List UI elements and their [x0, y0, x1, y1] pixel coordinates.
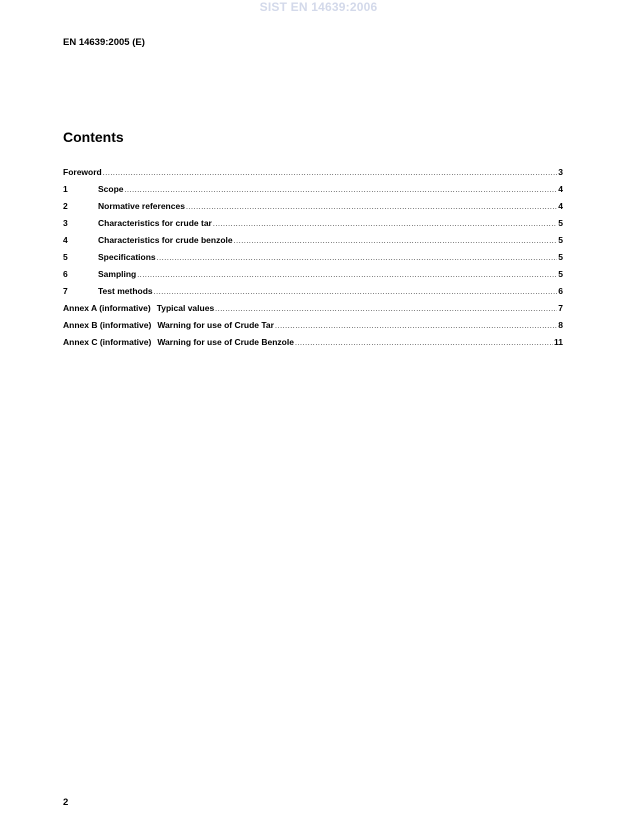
toc-dot-leader — [295, 340, 553, 348]
toc-entry-number: 1 — [63, 184, 68, 194]
toc-entry-annex-label: Annex C (informative) — [63, 337, 152, 347]
toc-entry-page: 6 — [558, 286, 563, 296]
toc-entry-page: 7 — [558, 303, 563, 313]
page-title: Contents — [63, 129, 124, 145]
toc-entry-test-methods[interactable] — [63, 286, 563, 303]
toc-entry-annex-a[interactable] — [63, 303, 563, 320]
toc-entry-title: Characteristics for crude tar — [98, 218, 212, 228]
toc-entry-number: 4 — [63, 235, 68, 245]
toc-entry-number: 6 — [63, 269, 68, 279]
document-id: EN 14639:2005 (E) — [63, 37, 145, 48]
toc-entry-title: Test methods — [98, 286, 153, 296]
toc-entry-title: Warning for use of Crude Tar — [157, 320, 274, 330]
toc-entry-specifications[interactable] — [63, 252, 563, 269]
toc-entry-annex-c[interactable] — [63, 337, 563, 354]
toc-dot-leader — [213, 221, 557, 229]
toc-dot-leader — [125, 187, 558, 195]
toc-entry-title: Normative references — [98, 201, 185, 211]
watermark: SIST EN 14639:2006 — [259, 0, 378, 14]
toc-dot-leader — [154, 289, 558, 297]
toc-entry-sampling[interactable] — [63, 269, 563, 286]
toc-entry-page: 11 — [554, 337, 563, 347]
toc-dot-leader — [186, 204, 557, 212]
toc-entry-number: 3 — [63, 218, 68, 228]
toc-entry-title: Specifications — [98, 252, 156, 262]
toc-dot-leader — [234, 238, 558, 246]
toc-entry-number: 5 — [63, 252, 68, 262]
toc-entry-number: 7 — [63, 286, 68, 296]
toc-entry-page: 8 — [558, 320, 563, 330]
toc-entry-title: Scope — [98, 184, 124, 194]
toc-entry-page: 5 — [558, 252, 563, 262]
toc-entry-normative-references[interactable] — [63, 201, 563, 218]
toc-entry-title: Foreword — [63, 167, 102, 177]
toc-dot-leader — [137, 272, 557, 280]
toc-entry-title: Sampling — [98, 269, 137, 279]
toc-entry-page: 5 — [558, 269, 563, 279]
toc-entry-annex-b[interactable] — [63, 320, 563, 337]
toc-dot-leader — [157, 255, 558, 263]
toc-entry-crude-benzole[interactable] — [63, 235, 563, 252]
toc-entry-title: Typical values — [156, 303, 215, 313]
toc-entry-annex-label: Annex A (informative) — [63, 303, 151, 313]
page-number: 2 — [63, 797, 69, 808]
table-of-contents — [63, 167, 563, 354]
toc-entry-page: 5 — [558, 235, 563, 245]
toc-entry-page: 4 — [558, 184, 563, 194]
toc-dot-leader — [215, 306, 557, 314]
toc-entry-foreword[interactable] — [63, 167, 563, 184]
toc-entry-page: 4 — [558, 201, 563, 211]
toc-dot-leader — [103, 170, 558, 178]
toc-dot-leader — [275, 323, 557, 331]
toc-entry-page: 3 — [558, 167, 563, 177]
toc-entry-scope[interactable] — [63, 184, 563, 201]
toc-entry-crude-tar[interactable] — [63, 218, 563, 235]
toc-entry-title: Warning for use of Crude Benzole — [157, 337, 294, 347]
toc-entry-annex-label: Annex B (informative) — [63, 320, 152, 330]
toc-entry-page: 5 — [558, 218, 563, 228]
toc-entry-title: Characteristics for crude benzole — [98, 235, 233, 245]
toc-entry-number: 2 — [63, 201, 68, 211]
